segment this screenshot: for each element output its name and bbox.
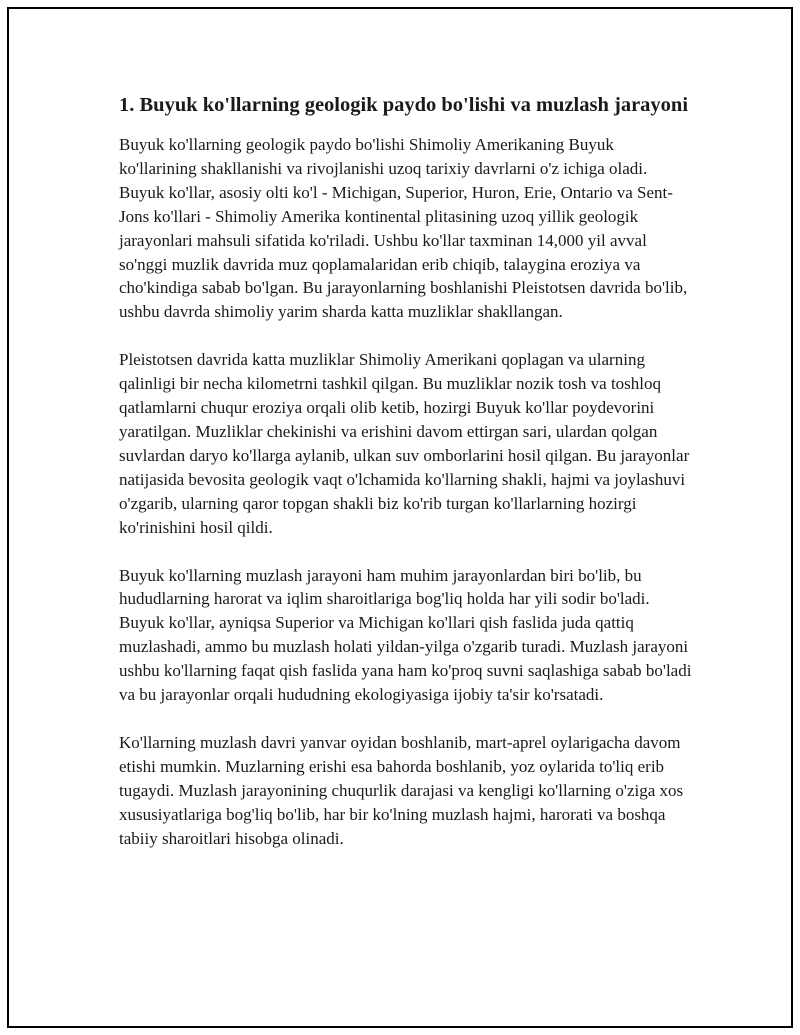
paragraph-pleistocene-glaciers: Pleistotsen davrida katta muzliklar Shimoliy Amerikani qoplagan va ularning qalinligi bir necha kilometrni tashkil qilgan. Bu muzliklar nozik tosh va toshloq qatlamlarni chuqur eroziya orqali olib ketib, hozirgi Buyuk ko'llar poydevorini yaratilgan. Muzliklar chekinishi va erishini davom ettirgan sari, ulardan qolgan suvlardan daryo ko'llarga aylanib, ulkan suv omborlarini hosil qilgan. Bu jarayonlar natijasida bevosita geologik vaqt o'lchamida ko'llarning shakli, hajmi va joylashuvi o'zgarib, ularning qaror topgan shakli biz ko'rib turgan ko'llarlarning hozirgi ko'rinishini hosil qildi. — [119, 350, 690, 537]
document-body — [119, 92, 694, 874]
section-title: 1. Buyuk ko'llarning geologik paydo bo'lishi va muzlash jarayoni — [119, 94, 689, 116]
page-frame — [7, 7, 793, 1028]
paragraph-freezing-period: Ko'llarning muzlash davri yanvar oyidan boshlanib, mart-aprel oylarigacha davom etishi mumkin. Muzlarning erishi esa bahorda boshlanib, yoz oylarida to'liq erib tugaydi. Muzlash jarayonining chuqurlik darajasi va kengligi ko'llarning o'ziga xos xususiyatlariga bog'liq bo'lib, har bir ko'lning muzlash hajmi, harorati va boshqa tabiiy sharoitlari hisobga olinadi. — [119, 732, 684, 848]
paragraph-freezing-process: Buyuk ko'llarning muzlash jarayoni ham muhim jarayonlardan biri bo'lib, bu hududlarning harorat va iqlim sharoitlariga bog'liq holda har yili sodir bo'ladi. Buyuk ko'llar, ayniqsa Superior va Michigan ko'llari qish faslida juda qattiq muzlashadi, ammo bu muzlash holati yildan-yilga o'zgarib turadi. Muzlash jarayoni ushbu ko'llarning faqat qish faslida yana ham ko'proq suvni saqlashiga sabab bo'ladi va bu jarayonlar orqali hududning ekologiyasiga ijobiy ta'sir ko'rsatadi. — [119, 565, 692, 705]
paragraph-geologic-origin: Buyuk ko'llarning geologik paydo bo'lishi Shimoliy Amerikaning Buyuk ko'llarining shakllanishi va rivojlanishi uzoq tarixiy davrlarni o'z ichiga oladi. Buyuk ko'llar, asosiy olti ko'l - Michigan, Superior, Huron, Erie, Ontario va Sent-Jons ko'llari - Shimoliy Amerika kontinental plitasining uzoq yillik geologik jarayonlari mahsuli sifatida ko'riladi. Ushbu ko'llar taxminan 14,000 yil avval so'nggi muzlik davrida muz qoplamalaridan erib chiqib, talaygina eroziya va cho'kindiga sabab bo'lgan. Bu jarayonlarning boshlanishi Pleistotsen davrida bo'lib, ushbu davrda shimoliy yarim sharda katta muzliklar shakllangan. — [119, 135, 688, 322]
